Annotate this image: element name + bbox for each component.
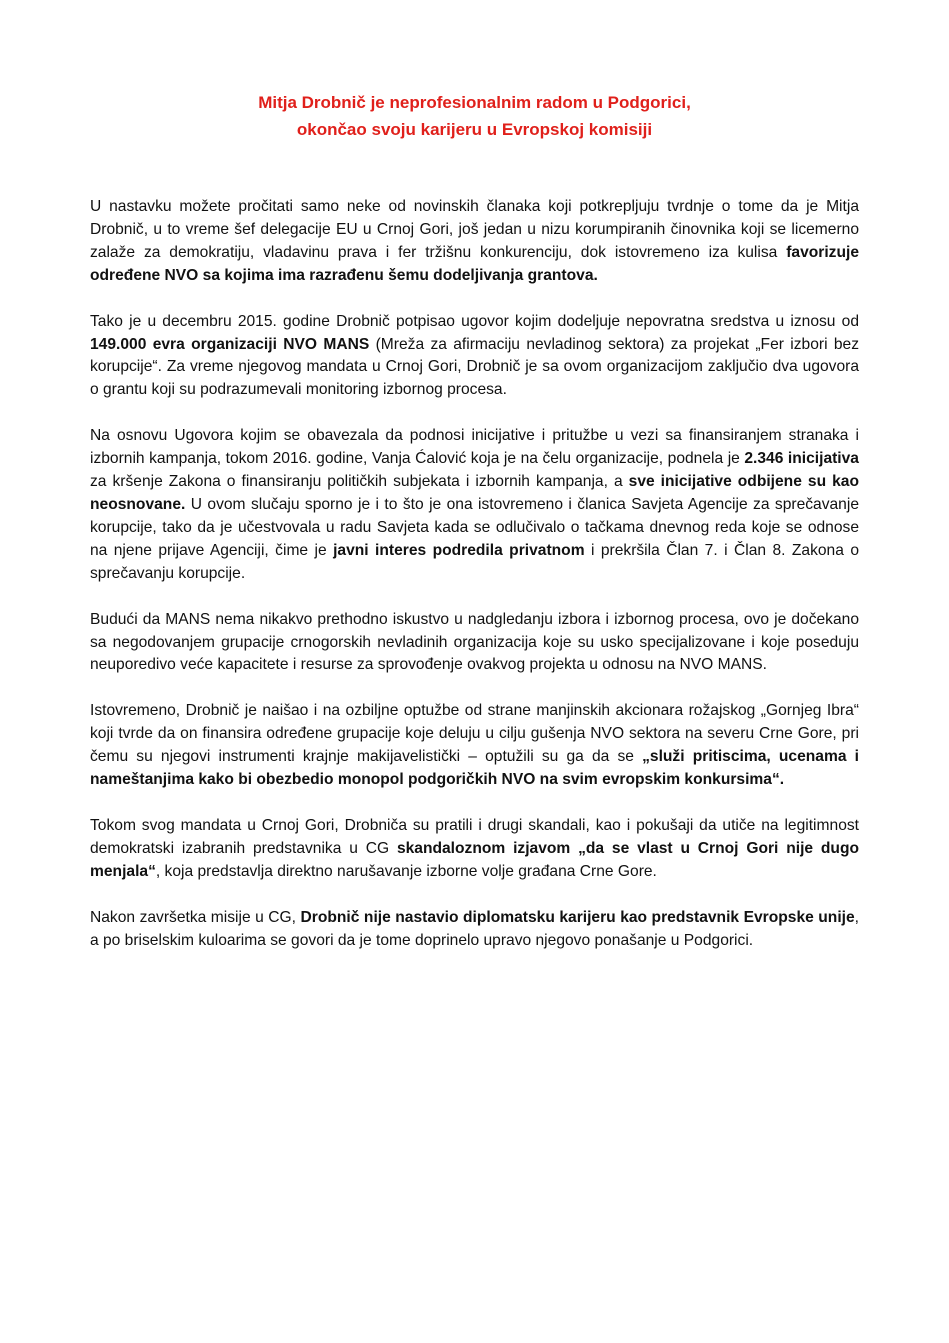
paragraph-3: Na osnovu Ugovora kojim se obavezala da podnosi inicijative i pritužbe u vezi sa finansiranjem stranaka i izbornih kampanja, tokom 2016. godine, Vanja Ćalović koja je na čelu organizacije, podnela je 2.346 inicijativa za kršenje Zakona o finansiranju političkih subjekata i izbornih kampanja, a sve inicijative odbijene su kao neosnovane. U ovom slučaju sporno je i to što je ona istovremeno i članica Savjeta Agencije za sprečavanje korupcije, tako da je učestvovala u radu Savjeta kada se odlučivalo o tačkama dnevnog reda koje se odnose na njene prijave Agenciji, čime je javni interes podredila privatnom i prekršila Član 7. i Član 8. Zakona o sprečavanju korupcije. — [90, 427, 859, 582]
paragraph-7: Nakon završetka misije u CG, Drobnič nije nastavio diplomatsku karijeru kao predstavnik Evropske unije, a po briselskim kuloarima se govori da je tome doprinelo upravo njegovo ponašanje u Podgorici. — [90, 908, 860, 949]
title-line-2: okončao svoju karijeru u Evropskoj komisiji — [296, 120, 653, 139]
paragraph-2: Tako je u decembru 2015. godine Drobnič potpisao ugovor kojim dodeljuje nepovratna sredstva u iznosu od 149.000 evra organizaciji NVO MANS (Mreža za afirmaciju nevladinog sektora) za projekat „Fer izbori bez korupcije“. Za vreme njegovog mandata u Crnoj Gori, Drobnič je sa ovom organizacijom zaključio dva ugovora o grantu koji su podrazumevali monitoring izbornog procesa. — [90, 312, 860, 399]
paragraph-5: Istovremeno, Drobnič je naišao i na ozbiljne optužbe od strane manjinskih akcionara rožajskog „Gornjeg Ibra“ koji tvrde da on finansira određene grupacije koje deluju u cilju gušenja NVO sektora na severu Crne Gore, pri čemu su njegovi instrumenti krajnje makijavelistički – optužili su ga da se „služi pritiscima, ucenama i nameštanjima kako bi obezbedio monopol podgoričkih NVO na svim evropskim konkursima“. — [90, 702, 859, 789]
paragraph-4: Budući da MANS nema nikakvo prethodno iskustvo u nadgledanju izbora i izbornog procesa, ovo je dočekano sa negodovanjem grupacije crnogorskih nevladinih organizacija koje su usko specijalizovane i koje poseduju neuporedivo veće kapacitete i resurse za sprovođenje ovakvog projekta u odnosu na NVO MANS. — [90, 610, 859, 674]
document-title — [90, 89, 859, 143]
document-body — [90, 196, 859, 952]
paragraph-6: Tokom svog mandata u Crnoj Gori, Drobniča su pratili i drugi skandali, kao i pokušaji da utiče na legitimnost demokratski izabranih predstavnika u CG skandaloznom izjavom „da se vlast u Crnoj Gori nije dugo menjala“, koja predstavlja direktno narušavanje izborne volje građana Crne Gore. — [90, 816, 859, 880]
paragraph-1: U nastavku možete pročitati samo neke od novinskih članaka koji potkrepljuju tvrdnje o tome da je Mitja Drobnič, u to vreme šef delegacije EU u Crnoj Gori, još jedan u nizu korumpiranih činovnika koji se licemerno zalaže za demokratiju, vladavinu prava i fer tržišnu konkurenciju, dok istovremeno iza kulisa favorizuje određene NVO sa kojima ima razrađenu šemu dodeljivanja grantova. — [90, 198, 859, 284]
title-line-1: Mitja Drobnič je neprofesionalnim radom u Podgorici, — [258, 93, 691, 112]
